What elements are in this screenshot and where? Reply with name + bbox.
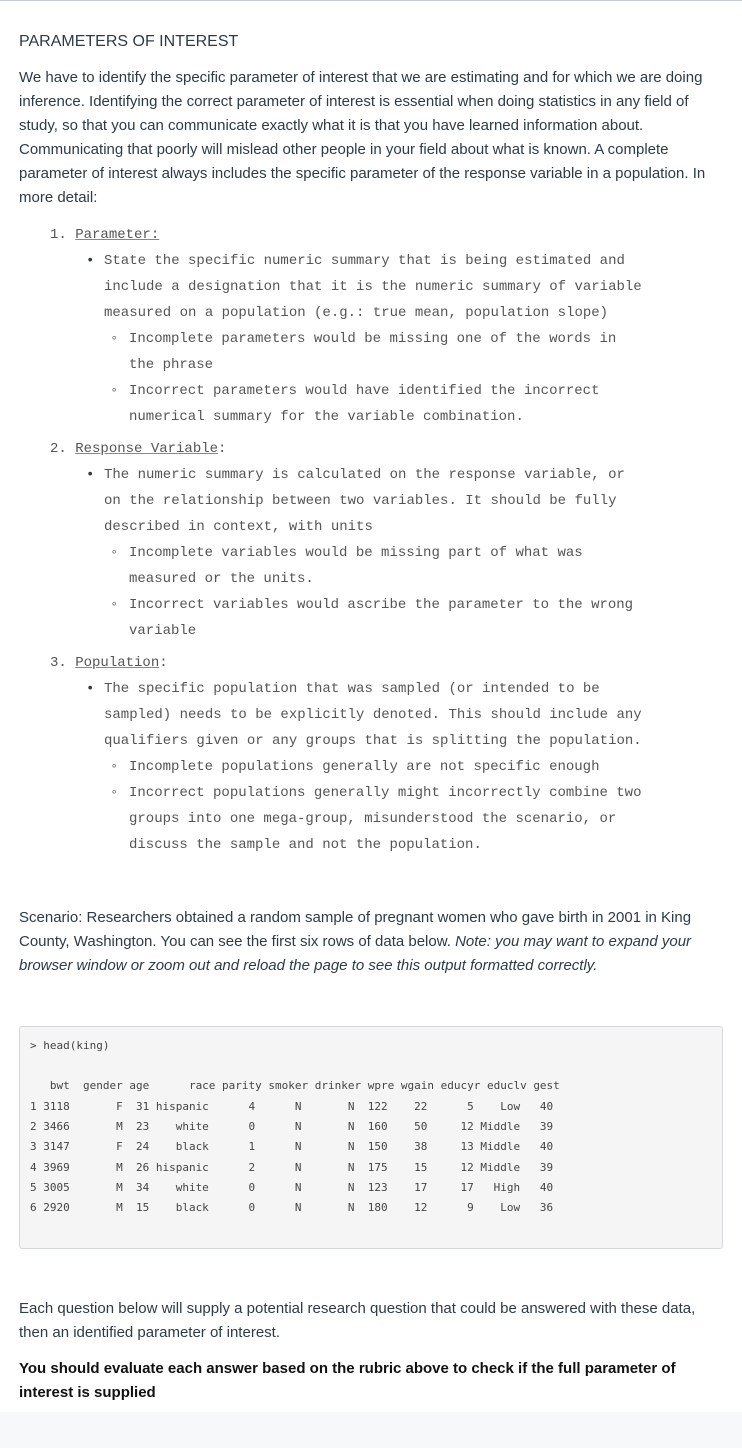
bullet-icon — [86, 462, 94, 488]
item-number: 1. — [50, 227, 67, 243]
scenario-paragraph — [19, 906, 723, 978]
sub-bullet-text: measured or the units. — [129, 571, 314, 587]
item-label-response-variable: Response Variable — [75, 441, 219, 457]
table-row: 2 3466 M 23 white 0 N N 160 50 12 Middle 39 — [30, 1120, 554, 1133]
sub-bullet-text: Incorrect variables would ascribe the parameter to the wrong — [129, 597, 634, 613]
r-output-block — [19, 1026, 723, 1249]
page-title: PARAMETERS OF INTEREST — [19, 33, 239, 50]
bullet-text: sampled) needs to be explicitly denoted. This should include any — [104, 707, 642, 723]
sub-bullet-icon — [110, 326, 118, 352]
table-row: 6 2920 M 15 black 0 N N 180 12 9 Low 36 — [30, 1201, 554, 1214]
bullet-text: The numeric summary is calculated on the response variable, or — [104, 467, 625, 483]
bullet-text: State the specific numeric summary that is being estimated and — [104, 253, 625, 269]
bullet-text: include a designation that it is the numeric summary of variable — [104, 279, 642, 295]
sub-bullet-text: Incorrect populations generally might incorrectly combine two — [129, 785, 642, 801]
item-number: 3. — [50, 655, 67, 671]
sub-bullet-text: the phrase — [129, 357, 214, 373]
intro-paragraph: We have to identify the specific parameter of interest that we are estimating and for which we are doing inference. Identifying the correct parameter of interest is essential when doing statistics in any field of study, so that you can communicate exactly what it is that you have learned information about. Communicating that poorly will mislead other people in your field about what is known. A complete parameter of interest always includes the specific parameter of the response variable in a population. In more detail: — [19, 69, 706, 206]
sub-bullet-text: discuss the sample and not the population. — [129, 837, 482, 853]
rubric-item-response-variable — [50, 436, 226, 462]
rubric-item-population — [50, 650, 168, 676]
table-header: bwt gender age race parity smoker drinker wpre wgain educyr educlv gest — [30, 1079, 560, 1092]
bullet-text: measured on a population (e.g.: true mean, population slope) — [104, 305, 609, 321]
bullet-text: described in context, with units — [104, 519, 373, 535]
item-number: 2. — [50, 441, 67, 457]
sub-bullet-text: variable — [129, 623, 197, 639]
item-label-population: Population — [75, 655, 160, 671]
table-row: 1 3118 F 31 hispanic 4 N N 122 22 5 Low 40 — [30, 1100, 554, 1113]
item-colon: : — [159, 655, 168, 671]
scenario-text: Scenario: Researchers obtained a random sample of pregnant women who gave birth in 2001 in King County, Washington. You can see the first six rows of data below. — [19, 909, 692, 950]
sub-bullet-icon — [110, 592, 118, 618]
sub-bullet-icon — [110, 754, 118, 780]
sub-bullet-text: Incomplete variables would be missing part of what was — [129, 545, 583, 561]
each-question-paragraph: Each question below will supply a potential research question that could be answered with these data, then an identified parameter of interest. — [19, 1300, 696, 1341]
rubric-item-parameter — [50, 222, 159, 248]
bullet-icon — [86, 248, 94, 274]
sub-bullet-icon — [110, 540, 118, 566]
sub-bullet-icon — [110, 378, 118, 404]
r-command: > head(king) — [30, 1039, 110, 1052]
scenario-note: Note: you may want to expand your browser window or zoom out and reload the page to see this output formatted correctly. — [19, 933, 692, 974]
bullet-text: The specific population that was sampled (or intended to be — [104, 681, 600, 697]
top-divider — [0, 0, 742, 1]
table-row: 3 3147 F 24 black 1 N N 150 38 13 Middle 40 — [30, 1140, 554, 1153]
sub-bullet-text: Incomplete populations generally are not specific enough — [129, 759, 600, 775]
item-label-parameter: Parameter: — [75, 227, 160, 243]
sub-bullet-text: Incorrect parameters would have identified the incorrect — [129, 383, 600, 399]
bullet-text: qualifiers given or any groups that is splitting the population. — [104, 733, 642, 749]
sub-bullet-text: groups into one mega-group, misunderstood the scenario, or — [129, 811, 617, 827]
evaluate-instruction: You should evaluate each answer based on the rubric above to check if the full parameter of interest is supplied — [19, 1360, 676, 1401]
item-colon: : — [218, 441, 227, 457]
sub-bullet-text: Incomplete parameters would be missing one of the words in — [129, 331, 617, 347]
bullet-icon — [86, 676, 94, 702]
bottom-shade — [0, 1412, 742, 1448]
table-row: 5 3005 M 34 white 0 N N 123 17 17 High 40 — [30, 1181, 554, 1194]
table-row: 4 3969 M 26 hispanic 2 N N 175 15 12 Middle 39 — [30, 1161, 554, 1174]
bullet-text: on the relationship between two variables. It should be fully — [104, 493, 617, 509]
sub-bullet-icon — [110, 780, 118, 806]
sub-bullet-text: numerical summary for the variable combination. — [129, 409, 524, 425]
